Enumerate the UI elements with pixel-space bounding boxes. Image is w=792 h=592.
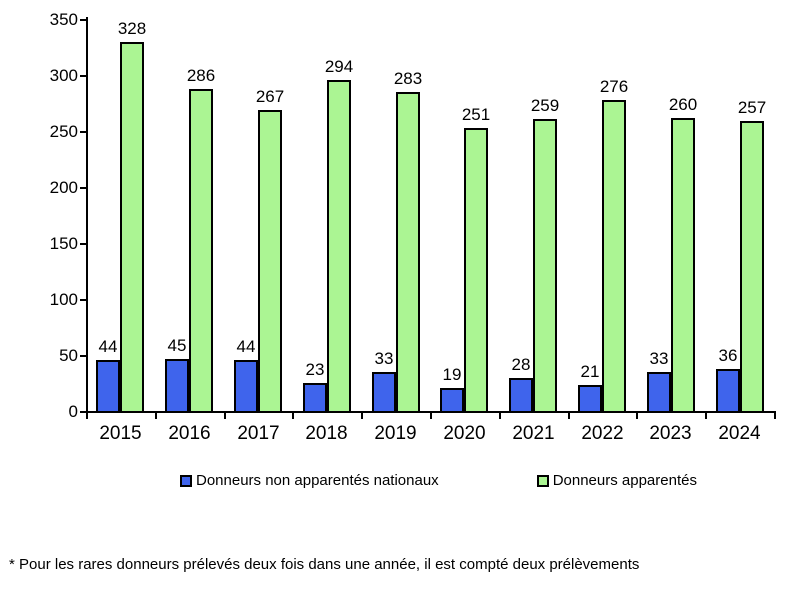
bar-value-label: 33 [374, 349, 394, 368]
bar-non-apparentes [440, 388, 464, 413]
y-tick [80, 243, 86, 245]
x-tick [499, 413, 501, 419]
legend-swatch-non-apparentes [180, 475, 192, 487]
bar-non-apparentes [509, 378, 533, 413]
bar-value-label: 33 [649, 349, 669, 368]
bar-non-apparentes [96, 360, 120, 413]
x-tick [86, 413, 88, 419]
bar-value-label: 36 [718, 346, 738, 365]
bar-non-apparentes [234, 360, 258, 413]
legend-swatch-apparentes [537, 475, 549, 487]
x-tick [361, 413, 363, 419]
legend-label-non-apparentes: Donneurs non apparentés nationaux [196, 472, 439, 489]
bar-non-apparentes [165, 359, 189, 413]
bar-value-label: 259 [530, 96, 560, 115]
bar-apparentes [189, 89, 213, 413]
x-category-label: 2016 [168, 423, 211, 444]
x-category-label: 2017 [237, 423, 280, 444]
x-tick [568, 413, 570, 419]
y-tick [80, 131, 86, 133]
x-tick [430, 413, 432, 419]
bar-value-label: 23 [305, 360, 325, 379]
y-tick-label: 200 [49, 178, 78, 197]
x-tick [705, 413, 707, 419]
bar-apparentes [396, 92, 420, 413]
x-category-label: 2018 [305, 423, 348, 444]
y-tick-label: 150 [49, 234, 78, 253]
bar-value-label: 294 [324, 57, 354, 76]
bar-value-label: 28 [511, 355, 531, 374]
bar-value-label: 44 [236, 337, 256, 356]
y-tick [80, 187, 86, 189]
x-category-label: 2019 [374, 423, 417, 444]
y-tick [80, 299, 86, 301]
bar-apparentes [120, 42, 144, 413]
bar-value-label: 45 [167, 336, 187, 355]
legend-item-non-apparentes [180, 472, 439, 490]
y-tick [80, 75, 86, 77]
x-category-label: 2023 [649, 423, 692, 444]
x-tick [224, 413, 226, 419]
bar-apparentes [740, 121, 764, 413]
bar-non-apparentes [716, 369, 740, 413]
legend-label-apparentes: Donneurs apparentés [552, 472, 697, 489]
bar-value-label: 260 [668, 95, 698, 114]
y-tick-label: 0 [68, 402, 78, 421]
bar-value-label: 283 [393, 69, 423, 88]
bar-non-apparentes [372, 372, 396, 413]
bar-apparentes [464, 128, 488, 413]
bar-value-label: 251 [461, 105, 491, 124]
x-category-label: 2021 [512, 423, 555, 444]
legend [0, 472, 792, 490]
x-tick [155, 413, 157, 419]
x-category-label: 2022 [581, 423, 624, 444]
bar-apparentes [533, 119, 557, 413]
y-tick-label: 300 [49, 66, 78, 85]
bar-apparentes [258, 110, 282, 413]
x-tick [292, 413, 294, 419]
bar-apparentes [327, 80, 351, 413]
y-tick-label: 50 [59, 346, 78, 365]
bar-value-label: 19 [442, 365, 462, 384]
bar-value-label: 44 [98, 337, 118, 356]
bar-non-apparentes [303, 383, 327, 413]
bar-apparentes [602, 100, 626, 413]
bar-value-label: 286 [186, 66, 216, 85]
bar-value-label: 276 [599, 77, 629, 96]
bar-apparentes [671, 118, 695, 413]
y-tick [80, 19, 86, 21]
bar-value-label: 267 [255, 87, 285, 106]
legend-item-apparentes [537, 472, 697, 490]
bar-value-label: 21 [580, 362, 600, 381]
x-category-label: 2015 [99, 423, 142, 444]
footnote-text: * Pour les rares donneurs prélevés deux fois dans une année, il est compté deux prélèvements [9, 556, 640, 573]
x-category-label: 2024 [718, 423, 761, 444]
bar-non-apparentes [647, 372, 671, 413]
x-tick [774, 413, 776, 419]
y-tick-label: 350 [49, 10, 78, 29]
y-tick-label: 100 [49, 290, 78, 309]
x-category-label: 2020 [443, 423, 486, 444]
x-tick [636, 413, 638, 419]
y-tick-label: 250 [49, 122, 78, 141]
bar-non-apparentes [578, 385, 602, 413]
bar-value-label: 257 [737, 98, 767, 117]
bar-value-label: 328 [117, 19, 147, 38]
